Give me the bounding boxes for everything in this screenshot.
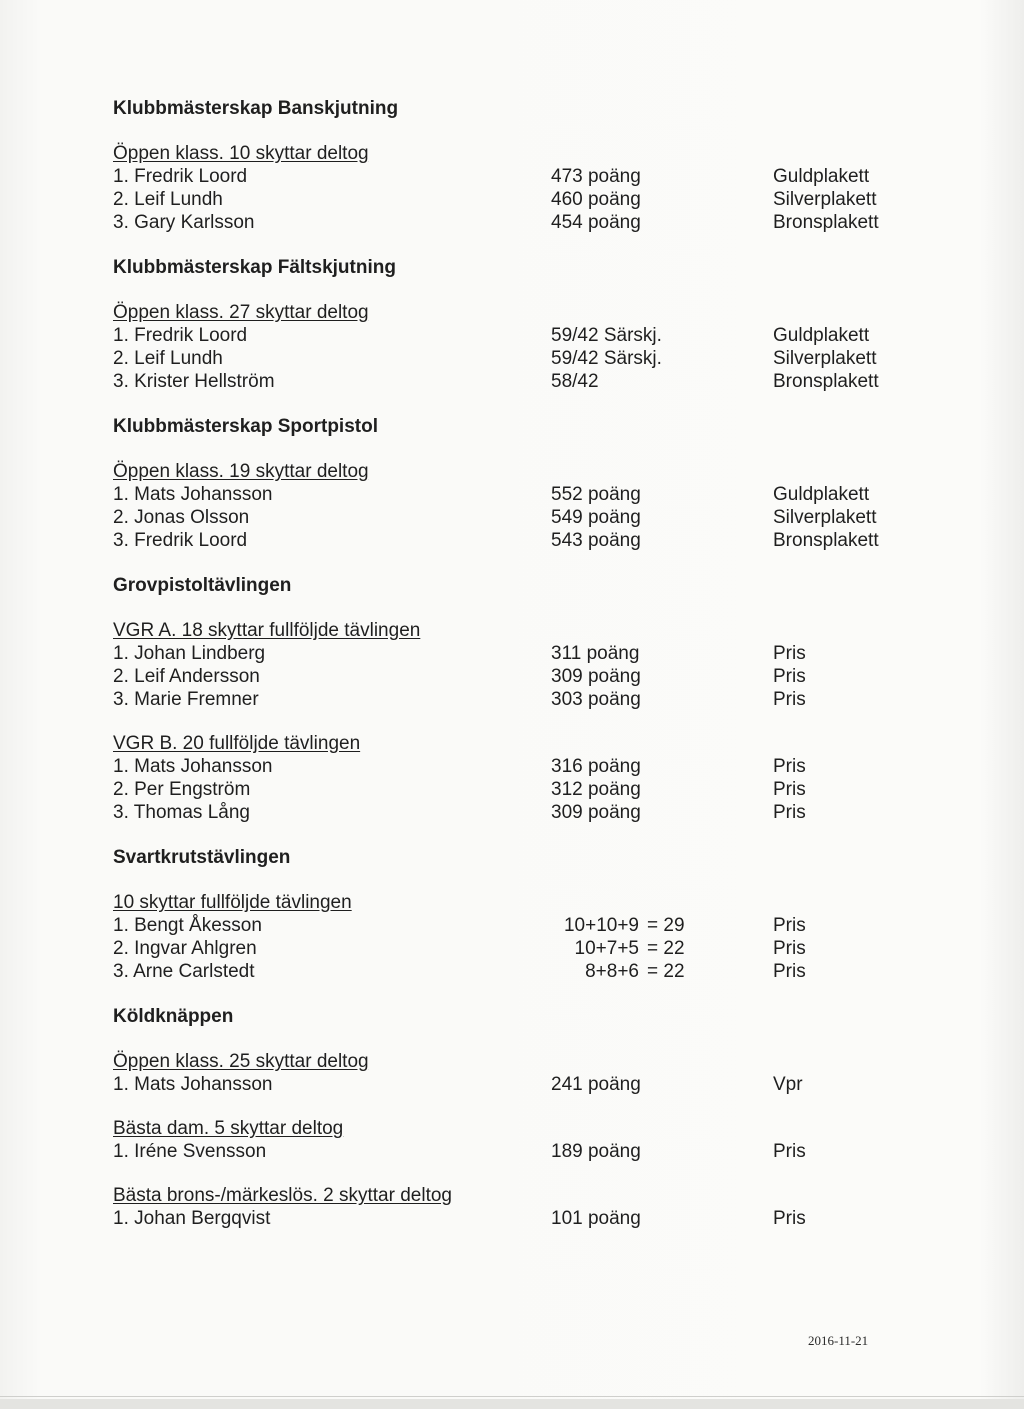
award-label: Pris — [773, 938, 806, 959]
result-row — [113, 688, 973, 711]
results-group — [113, 620, 973, 711]
result-row — [113, 960, 973, 983]
shooter-name: 1. Iréne Svensson — [113, 1141, 267, 1162]
score-text: 311 poäng — [551, 643, 640, 664]
award-label: Bronsplakett — [773, 530, 879, 551]
result-row — [113, 1207, 973, 1230]
score-text: 316 poäng — [551, 756, 641, 777]
section-title: Svartkrutstävlingen — [113, 847, 291, 868]
result-row — [113, 937, 973, 960]
group-subtitle: VGR B. 20 fullföljde tävlingen — [113, 733, 361, 754]
award-label: Pris — [773, 756, 806, 777]
results-section — [113, 256, 973, 393]
score-text: 10+7+5 — [574, 938, 639, 959]
score-text: 454 poäng — [551, 212, 641, 233]
results-section — [113, 1005, 973, 1230]
score-text: 460 poäng — [551, 189, 641, 210]
result-row — [113, 755, 973, 778]
score-value — [551, 755, 641, 778]
score-value — [551, 937, 685, 960]
score-value — [551, 188, 641, 211]
award-label: Pris — [773, 779, 806, 800]
award-label: Pris — [773, 1141, 806, 1162]
score-value — [551, 347, 662, 370]
results-group — [113, 1051, 973, 1096]
shooter-name: 1. Mats Johansson — [113, 756, 273, 777]
result-row — [113, 665, 973, 688]
score-value — [551, 165, 641, 188]
results-document — [113, 97, 973, 1252]
score-text: 8+8+6 — [585, 961, 639, 982]
group-subtitle: 10 skyttar fullföljde tävlingen — [113, 892, 352, 913]
shooter-name: 1. Johan Bergqvist — [113, 1208, 271, 1229]
shooter-name: 2. Ingvar Ahlgren — [113, 938, 257, 959]
shooter-name: 2. Leif Andersson — [113, 666, 260, 687]
results-section — [113, 97, 973, 234]
group-subtitle: Öppen klass. 10 skyttar deltog — [113, 143, 369, 164]
results-group — [113, 1185, 973, 1230]
score-value — [551, 370, 599, 393]
result-row — [113, 347, 973, 370]
results-group — [113, 302, 973, 393]
score-text: 309 poäng — [551, 802, 641, 823]
results-group — [113, 1118, 973, 1163]
results-section — [113, 574, 973, 824]
score-value — [551, 1207, 641, 1230]
award-label: Pris — [773, 802, 806, 823]
score-sum: = 22 — [647, 938, 685, 959]
result-row — [113, 211, 973, 234]
shooter-name: 3. Marie Fremner — [113, 689, 259, 710]
shooter-name: 3. Fredrik Loord — [113, 530, 248, 551]
section-title: Klubbmästerskap Fältskjutning — [113, 257, 396, 278]
group-subtitle: Öppen klass. 25 skyttar deltog — [113, 1051, 369, 1072]
award-label: Pris — [773, 915, 806, 936]
result-row — [113, 778, 973, 801]
score-value — [551, 665, 641, 688]
score-text: 58/42 — [551, 371, 599, 392]
results-section — [113, 415, 973, 552]
score-text: 552 poäng — [551, 484, 641, 505]
shooter-name: 3. Gary Karlsson — [113, 212, 255, 233]
award-label: Guldplakett — [773, 484, 870, 505]
score-sum: = 22 — [647, 961, 685, 982]
page-edge-line — [0, 1396, 1024, 1397]
score-value — [551, 506, 641, 529]
score-value — [551, 529, 641, 552]
section-title: Klubbmästerskap Banskjutning — [113, 98, 399, 119]
score-value — [551, 1140, 641, 1163]
score-text: 543 poäng — [551, 530, 641, 551]
results-group — [113, 461, 973, 552]
score-value — [551, 211, 641, 234]
result-row — [113, 483, 973, 506]
group-subtitle: Öppen klass. 19 skyttar deltog — [113, 461, 369, 482]
score-text: 312 poäng — [551, 779, 641, 800]
result-row — [113, 506, 973, 529]
score-value — [551, 1073, 641, 1096]
shooter-name: 1. Fredrik Loord — [113, 166, 248, 187]
score-value — [551, 960, 685, 983]
score-value — [551, 483, 641, 506]
score-text: 241 poäng — [551, 1074, 641, 1095]
page-edge-shadow — [0, 1399, 1024, 1409]
result-row — [113, 188, 973, 211]
section-title: Klubbmästerskap Sportpistol — [113, 416, 378, 437]
group-subtitle: VGR A. 18 skyttar fullföljde tävlingen — [113, 620, 421, 641]
shooter-name: 3. Thomas Lång — [113, 802, 250, 823]
award-label: Guldplakett — [773, 166, 870, 187]
result-row — [113, 324, 973, 347]
result-row — [113, 801, 973, 824]
score-text: 101 poäng — [551, 1208, 641, 1229]
score-text: 10+10+9 — [563, 915, 639, 936]
score-sum: = 29 — [647, 915, 685, 936]
section-title: Grovpistoltävlingen — [113, 575, 292, 596]
results-section — [113, 846, 973, 983]
award-label: Silverplakett — [773, 189, 877, 210]
shooter-name: 2. Jonas Olsson — [113, 507, 250, 528]
score-value — [551, 324, 662, 347]
group-subtitle: Bästa brons-/märkeslös. 2 skyttar deltog — [113, 1185, 452, 1206]
shooter-name: 1. Mats Johansson — [113, 484, 273, 505]
results-group — [113, 733, 973, 824]
score-text: 309 poäng — [551, 666, 641, 687]
award-label: Pris — [773, 961, 806, 982]
award-label: Pris — [773, 689, 806, 710]
group-subtitle: Öppen klass. 27 skyttar deltog — [113, 302, 369, 323]
result-row — [113, 165, 973, 188]
results-group — [113, 143, 973, 234]
award-label: Guldplakett — [773, 325, 870, 346]
score-value — [551, 778, 641, 801]
award-label: Silverplakett — [773, 348, 877, 369]
score-text: 549 poäng — [551, 507, 641, 528]
shooter-name: 1. Bengt Åkesson — [113, 915, 262, 936]
score-text: 59/42 Särskj. — [551, 325, 662, 346]
shooter-name: 3. Arne Carlstedt — [113, 961, 255, 982]
award-label: Pris — [773, 1208, 806, 1229]
shooter-name: 1. Johan Lindberg — [113, 643, 266, 664]
shooter-name: 1. Fredrik Loord — [113, 325, 248, 346]
award-label: Bronsplakett — [773, 371, 879, 392]
score-value — [551, 914, 685, 937]
award-label: Pris — [773, 643, 806, 664]
results-group — [113, 892, 973, 983]
result-row — [113, 1140, 973, 1163]
shooter-name: 2. Leif Lundh — [113, 348, 223, 369]
shooter-name: 2. Leif Lundh — [113, 189, 223, 210]
score-text: 189 poäng — [551, 1141, 641, 1162]
score-value — [551, 801, 641, 824]
shooter-name: 3. Krister Hellström — [113, 371, 275, 392]
score-text: 303 poäng — [551, 689, 641, 710]
result-row — [113, 1073, 973, 1096]
group-subtitle: Bästa dam. 5 skyttar deltog — [113, 1118, 344, 1139]
shooter-name: 2. Per Engström — [113, 779, 251, 800]
result-row — [113, 642, 973, 665]
award-label: Vpr — [773, 1074, 803, 1095]
score-value — [551, 642, 639, 665]
result-row — [113, 370, 973, 393]
result-row — [113, 529, 973, 552]
section-title: Köldknäppen — [113, 1006, 234, 1027]
date-stamp: 2016-11-21 — [808, 1333, 869, 1348]
award-label: Silverplakett — [773, 507, 877, 528]
score-text: 59/42 Särskj. — [551, 348, 662, 369]
score-text: 473 poäng — [551, 166, 641, 187]
result-row — [113, 914, 973, 937]
award-label: Pris — [773, 666, 806, 687]
score-value — [551, 688, 641, 711]
shooter-name: 1. Mats Johansson — [113, 1074, 273, 1095]
award-label: Bronsplakett — [773, 212, 879, 233]
